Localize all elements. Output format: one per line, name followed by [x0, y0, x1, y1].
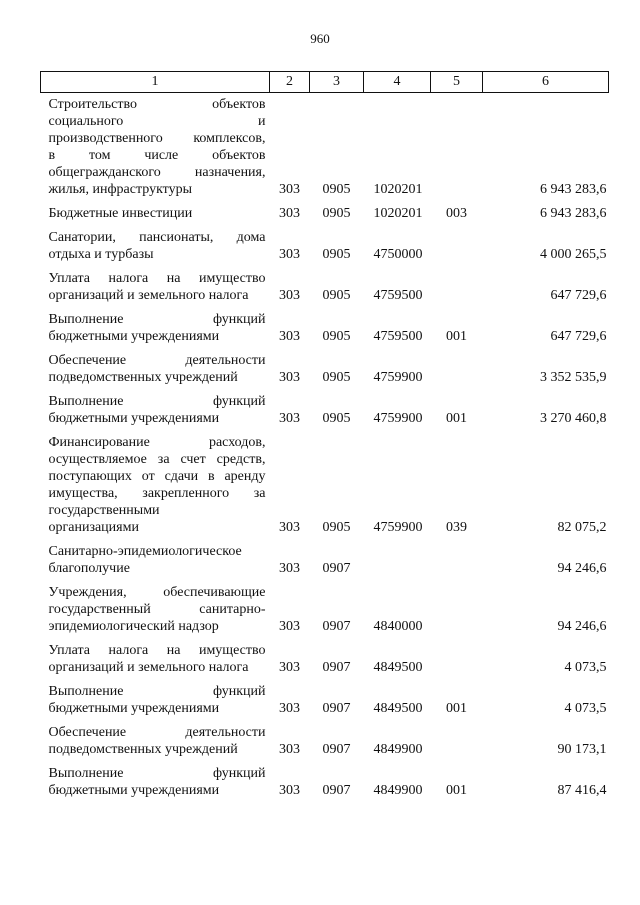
- row-ved: 303: [279, 783, 300, 798]
- table-row: [41, 540, 609, 581]
- row-name: [41, 226, 270, 267]
- row-ved: 303: [279, 288, 300, 303]
- row-ved: 303: [279, 182, 300, 197]
- row-name-line: Обеспечение деятельности: [48, 725, 266, 740]
- row-name: [41, 308, 270, 349]
- row-vr: 001: [446, 329, 467, 344]
- table-row: [41, 639, 609, 680]
- row-rz: 0907: [322, 561, 351, 576]
- row-vr: [431, 226, 483, 267]
- row-name-line: Обеспечение деятельности: [48, 353, 266, 368]
- row-name-line: благополучие: [48, 561, 130, 576]
- header-col-1: 1: [41, 72, 270, 93]
- row-csr: 4849500: [373, 660, 423, 675]
- row-vr: [431, 581, 483, 639]
- row-name-line: Выполнение функций: [48, 312, 266, 327]
- table-row: [41, 349, 609, 390]
- row-name: [41, 540, 270, 581]
- row-csr: 4759500: [373, 288, 423, 303]
- table-row: [41, 202, 609, 226]
- row-amount: 94 246,6: [557, 561, 607, 576]
- row-name: [41, 431, 270, 540]
- row-name: [41, 762, 270, 803]
- row-csr: 4759900: [373, 411, 423, 426]
- row-csr: 4849900: [373, 742, 423, 757]
- row-ved: 303: [279, 520, 300, 535]
- row-ved: 303: [279, 370, 300, 385]
- row-rz: 0907: [322, 619, 351, 634]
- row-amount: 82 075,2: [557, 520, 607, 535]
- table-row: [41, 680, 609, 721]
- header-col-6: 6: [483, 72, 609, 93]
- row-name-line: осуществляемое за счет средств,: [48, 452, 266, 467]
- row-csr: [364, 540, 431, 581]
- row-csr: 4759900: [373, 370, 423, 385]
- row-ved: 303: [279, 411, 300, 426]
- row-rz: 0907: [322, 742, 351, 757]
- row-amount: 6 943 283,6: [540, 206, 607, 221]
- row-ved: 303: [279, 701, 300, 716]
- row-name-line: бюджетными учреждениями: [48, 783, 220, 798]
- row-name-line: Финансирование расходов,: [48, 435, 266, 450]
- row-name-line: жилья, инфраструктуры: [48, 182, 193, 197]
- row-name: [41, 639, 270, 680]
- row-vr: [431, 540, 483, 581]
- row-name-line: Бюджетные инвестиции: [48, 206, 193, 221]
- row-ved: 303: [279, 619, 300, 634]
- header-col-5: 5: [431, 72, 483, 93]
- row-name-line: Уплата налога на имущество: [48, 271, 266, 286]
- row-ved: 303: [279, 561, 300, 576]
- row-name: [41, 202, 270, 226]
- row-vr: 001: [446, 783, 467, 798]
- row-amount: 647 729,6: [550, 288, 607, 303]
- table-row: [41, 308, 609, 349]
- row-vr: [431, 93, 483, 203]
- header-row: [41, 72, 609, 93]
- row-ved: 303: [279, 742, 300, 757]
- row-vr: [431, 639, 483, 680]
- row-ved: 303: [279, 660, 300, 675]
- row-name-line: подведомственных учреждений: [48, 742, 238, 757]
- row-name-line: подведомственных учреждений: [48, 370, 238, 385]
- row-csr: 4759500: [373, 329, 423, 344]
- row-rz: 0905: [322, 411, 351, 426]
- row-name-line: бюджетными учреждениями: [48, 329, 220, 344]
- row-name-line: в том числе объектов: [48, 148, 266, 163]
- row-vr: 001: [446, 411, 467, 426]
- row-rz: 0907: [322, 660, 351, 675]
- row-amount: 90 173,1: [557, 742, 607, 757]
- row-name-line: Санатории, пансионаты, дома: [48, 230, 266, 245]
- table-row: [41, 581, 609, 639]
- row-vr: [431, 349, 483, 390]
- budget-table: [40, 71, 609, 803]
- row-name-line: организаций и земельного налога: [48, 288, 249, 303]
- row-ved: 303: [279, 206, 300, 221]
- header-col-3: 3: [310, 72, 364, 93]
- table-row: [41, 226, 609, 267]
- table-row: [41, 762, 609, 803]
- row-vr: [431, 721, 483, 762]
- table-row: [41, 267, 609, 308]
- row-name-line: государственный санитарно-: [48, 602, 266, 617]
- row-name-line: общегражданского назначения,: [48, 165, 266, 180]
- table-row: [41, 721, 609, 762]
- row-name: [41, 680, 270, 721]
- row-csr: 4840000: [373, 619, 423, 634]
- row-vr: 001: [446, 701, 467, 716]
- row-name-line: имущества, закрепленного за: [48, 486, 266, 501]
- header-col-4: 4: [364, 72, 431, 93]
- row-csr: 1020201: [373, 182, 423, 197]
- row-name-line: социального и: [48, 114, 266, 129]
- table-row: [41, 431, 609, 540]
- row-name: [41, 581, 270, 639]
- row-name: [41, 349, 270, 390]
- row-name: [41, 93, 270, 203]
- row-rz: 0907: [322, 783, 351, 798]
- row-name: [41, 721, 270, 762]
- row-name: [41, 390, 270, 431]
- row-csr: 4849500: [373, 701, 423, 716]
- row-csr: 4750000: [373, 247, 423, 262]
- row-csr: 4849900: [373, 783, 423, 798]
- row-name-line: Выполнение функций: [48, 684, 266, 699]
- page-number: 960: [310, 31, 330, 46]
- row-vr: [431, 267, 483, 308]
- row-amount: 6 943 283,6: [540, 182, 607, 197]
- row-name-line: организаций и земельного налога: [48, 660, 249, 675]
- row-amount: 3 352 535,9: [540, 370, 607, 385]
- row-vr: 003: [446, 206, 467, 221]
- row-name-line: эпидемиологический надзор: [48, 619, 219, 634]
- row-csr: 1020201: [373, 206, 423, 221]
- row-amount: 4 000 265,5: [540, 247, 607, 262]
- header-col-2: 2: [270, 72, 310, 93]
- row-amount: 87 416,4: [557, 783, 607, 798]
- row-name-line: Учреждения, обеспечивающие: [48, 585, 266, 600]
- row-vr: 039: [446, 520, 467, 535]
- row-rz: 0905: [322, 182, 351, 197]
- row-ved: 303: [279, 329, 300, 344]
- row-rz: 0905: [322, 288, 351, 303]
- row-name-line: бюджетными учреждениями: [48, 411, 220, 426]
- table-body: [41, 93, 609, 804]
- row-name-line: государственными: [48, 503, 160, 518]
- row-name-line: поступающих от сдачи в аренду: [48, 469, 266, 484]
- row-name-line: отдыха и турбазы: [48, 247, 154, 262]
- row-rz: 0905: [322, 206, 351, 221]
- row-amount: 3 270 460,8: [540, 411, 607, 426]
- row-rz: 0905: [322, 247, 351, 262]
- row-name-line: организациями: [48, 520, 139, 535]
- row-name: [41, 267, 270, 308]
- row-name-line: Уплата налога на имущество: [48, 643, 266, 658]
- row-rz: 0905: [322, 329, 351, 344]
- row-amount: 94 246,6: [557, 619, 607, 634]
- row-name-line: бюджетными учреждениями: [48, 701, 220, 716]
- row-name-line: Выполнение функций: [48, 766, 266, 781]
- table-row: [41, 390, 609, 431]
- row-rz: 0905: [322, 520, 351, 535]
- row-amount: 4 073,5: [564, 701, 607, 716]
- row-name-line: Санитарно-эпидемиологическое: [48, 544, 242, 559]
- row-amount: 647 729,6: [550, 329, 607, 344]
- row-name-line: Строительство объектов: [48, 97, 266, 112]
- table-row: [41, 93, 609, 203]
- row-rz: 0907: [322, 701, 351, 716]
- row-csr: 4759900: [373, 520, 423, 535]
- row-ved: 303: [279, 247, 300, 262]
- row-rz: 0905: [322, 370, 351, 385]
- row-name-line: Выполнение функций: [48, 394, 266, 409]
- row-name-line: производственного комплексов,: [48, 131, 266, 146]
- row-amount: 4 073,5: [564, 660, 607, 675]
